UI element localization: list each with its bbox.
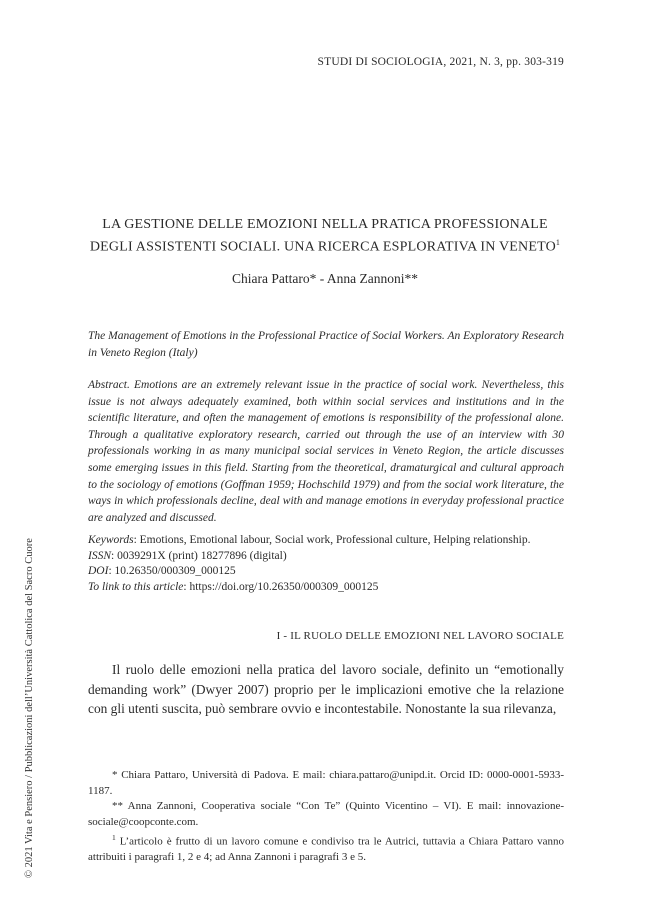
footnote-1-text: L’articolo è frutto di un lavoro comune e condiviso tra le Autrici, tuttavia a Chiara Pattaro vanno attribuiti i paragrafi 1, 2 e 4; ad Anna Zannoni i paragrafi 3 e 5. — [88, 835, 564, 864]
article-metadata — [88, 533, 568, 595]
footnote-1-mark: 1 — [112, 833, 116, 842]
journal-header: STUDI DI SOCIOLOGIA, 2021, N. 3, pp. 303-319 — [317, 56, 564, 68]
keywords-label: Keywords — [88, 534, 134, 546]
article-title-line-2-text: DEGLI ASSISTENTI SOCIALI. UNA RICERCA ESPLORATIVA IN VENETO — [89, 239, 556, 255]
article-link[interactable]: : https://doi.org/10.26350/000309_000125 — [183, 580, 379, 593]
footnotes — [88, 768, 564, 866]
article-title-line-2 — [60, 234, 590, 257]
article-title — [60, 216, 590, 257]
link-label: To link to this article — [88, 580, 184, 593]
section-heading: I - IL RUOLO DELLE EMOZIONI NEL LAVORO SOCIALE — [276, 630, 564, 642]
abstract: Abstract. Emotions are an extremely relevant issue in the practice of social work. Nevertheless, this issue is not always adequately examined, both within social services and institutions and in the scientific literature, and often the management of emotions is responsibility of the professional alone. Through a qualitative exploratory research, carried out through the use of an interview with 30 professionals working in as many municipal social services in Veneto Region, the article discusses some emerging issues in this field. Starting from the theoretical, dramaturgical and cultural approach to the sociology of emotions (Goffman 1959; Hochschild 1979) and from the social work literature, the ways in which professionals decline, deal with and manage emotions in everyday professional practice are analyzed and discussed. — [88, 379, 564, 524]
english-title: The Management of Emotions in the Professional Practice of Social Workers. An Exploratory Research in Veneto Region (Italy) — [88, 330, 564, 359]
article-title-line-1: LA GESTIONE DELLE EMOZIONI NELLA PRATICA PROFESSIONALE — [102, 217, 548, 232]
title-footnote-mark[interactable]: 1 — [555, 238, 561, 247]
body-paragraph: Il ruolo delle emozioni nella pratica del lavoro sociale, definito un “emotionally demanding work” (Dwyer 2007) proprio per le implicazioni emotive che la relazione con gli utenti suscita, può sembrare ovvio e incontestabile. Nonostante la sua rilevanza, — [88, 662, 564, 716]
doi-label: DOI — [88, 565, 109, 578]
side-copyright: © 2021 Vita e Pensiero / Pubblicazioni dell’Università Cattolica del Sacro Cuore — [24, 538, 35, 878]
doi-line — [88, 564, 568, 580]
issn-label: ISSN — [88, 549, 111, 562]
issn-value: : 0039291X (print) 18277896 (digital) — [111, 549, 287, 562]
issn-line — [88, 549, 568, 565]
keywords-value: : Emotions, Emotional labour, Social work, Professional culture, Helping relationship. — [133, 534, 531, 546]
doi-value[interactable]: : 10.26350/000309_000125 — [108, 565, 236, 578]
keywords-line — [88, 533, 568, 549]
footnote-1 — [88, 830, 564, 866]
footnote-author-1: * Chiara Pattaro, Università di Padova. E mail: chiara.pattaro@unipd.it. Orcid ID: 0000-0001-5933-1187. — [88, 769, 564, 797]
footnote-author-2: ** Anna Zannoni, Cooperativa sociale “Con Te” (Quinto Vicentino – VI). E mail: innovazione-sociale@coopconte.com. — [88, 800, 564, 828]
article-authors: Chiara Pattaro* - Anna Zannoni** — [232, 271, 418, 286]
link-line — [88, 580, 568, 596]
